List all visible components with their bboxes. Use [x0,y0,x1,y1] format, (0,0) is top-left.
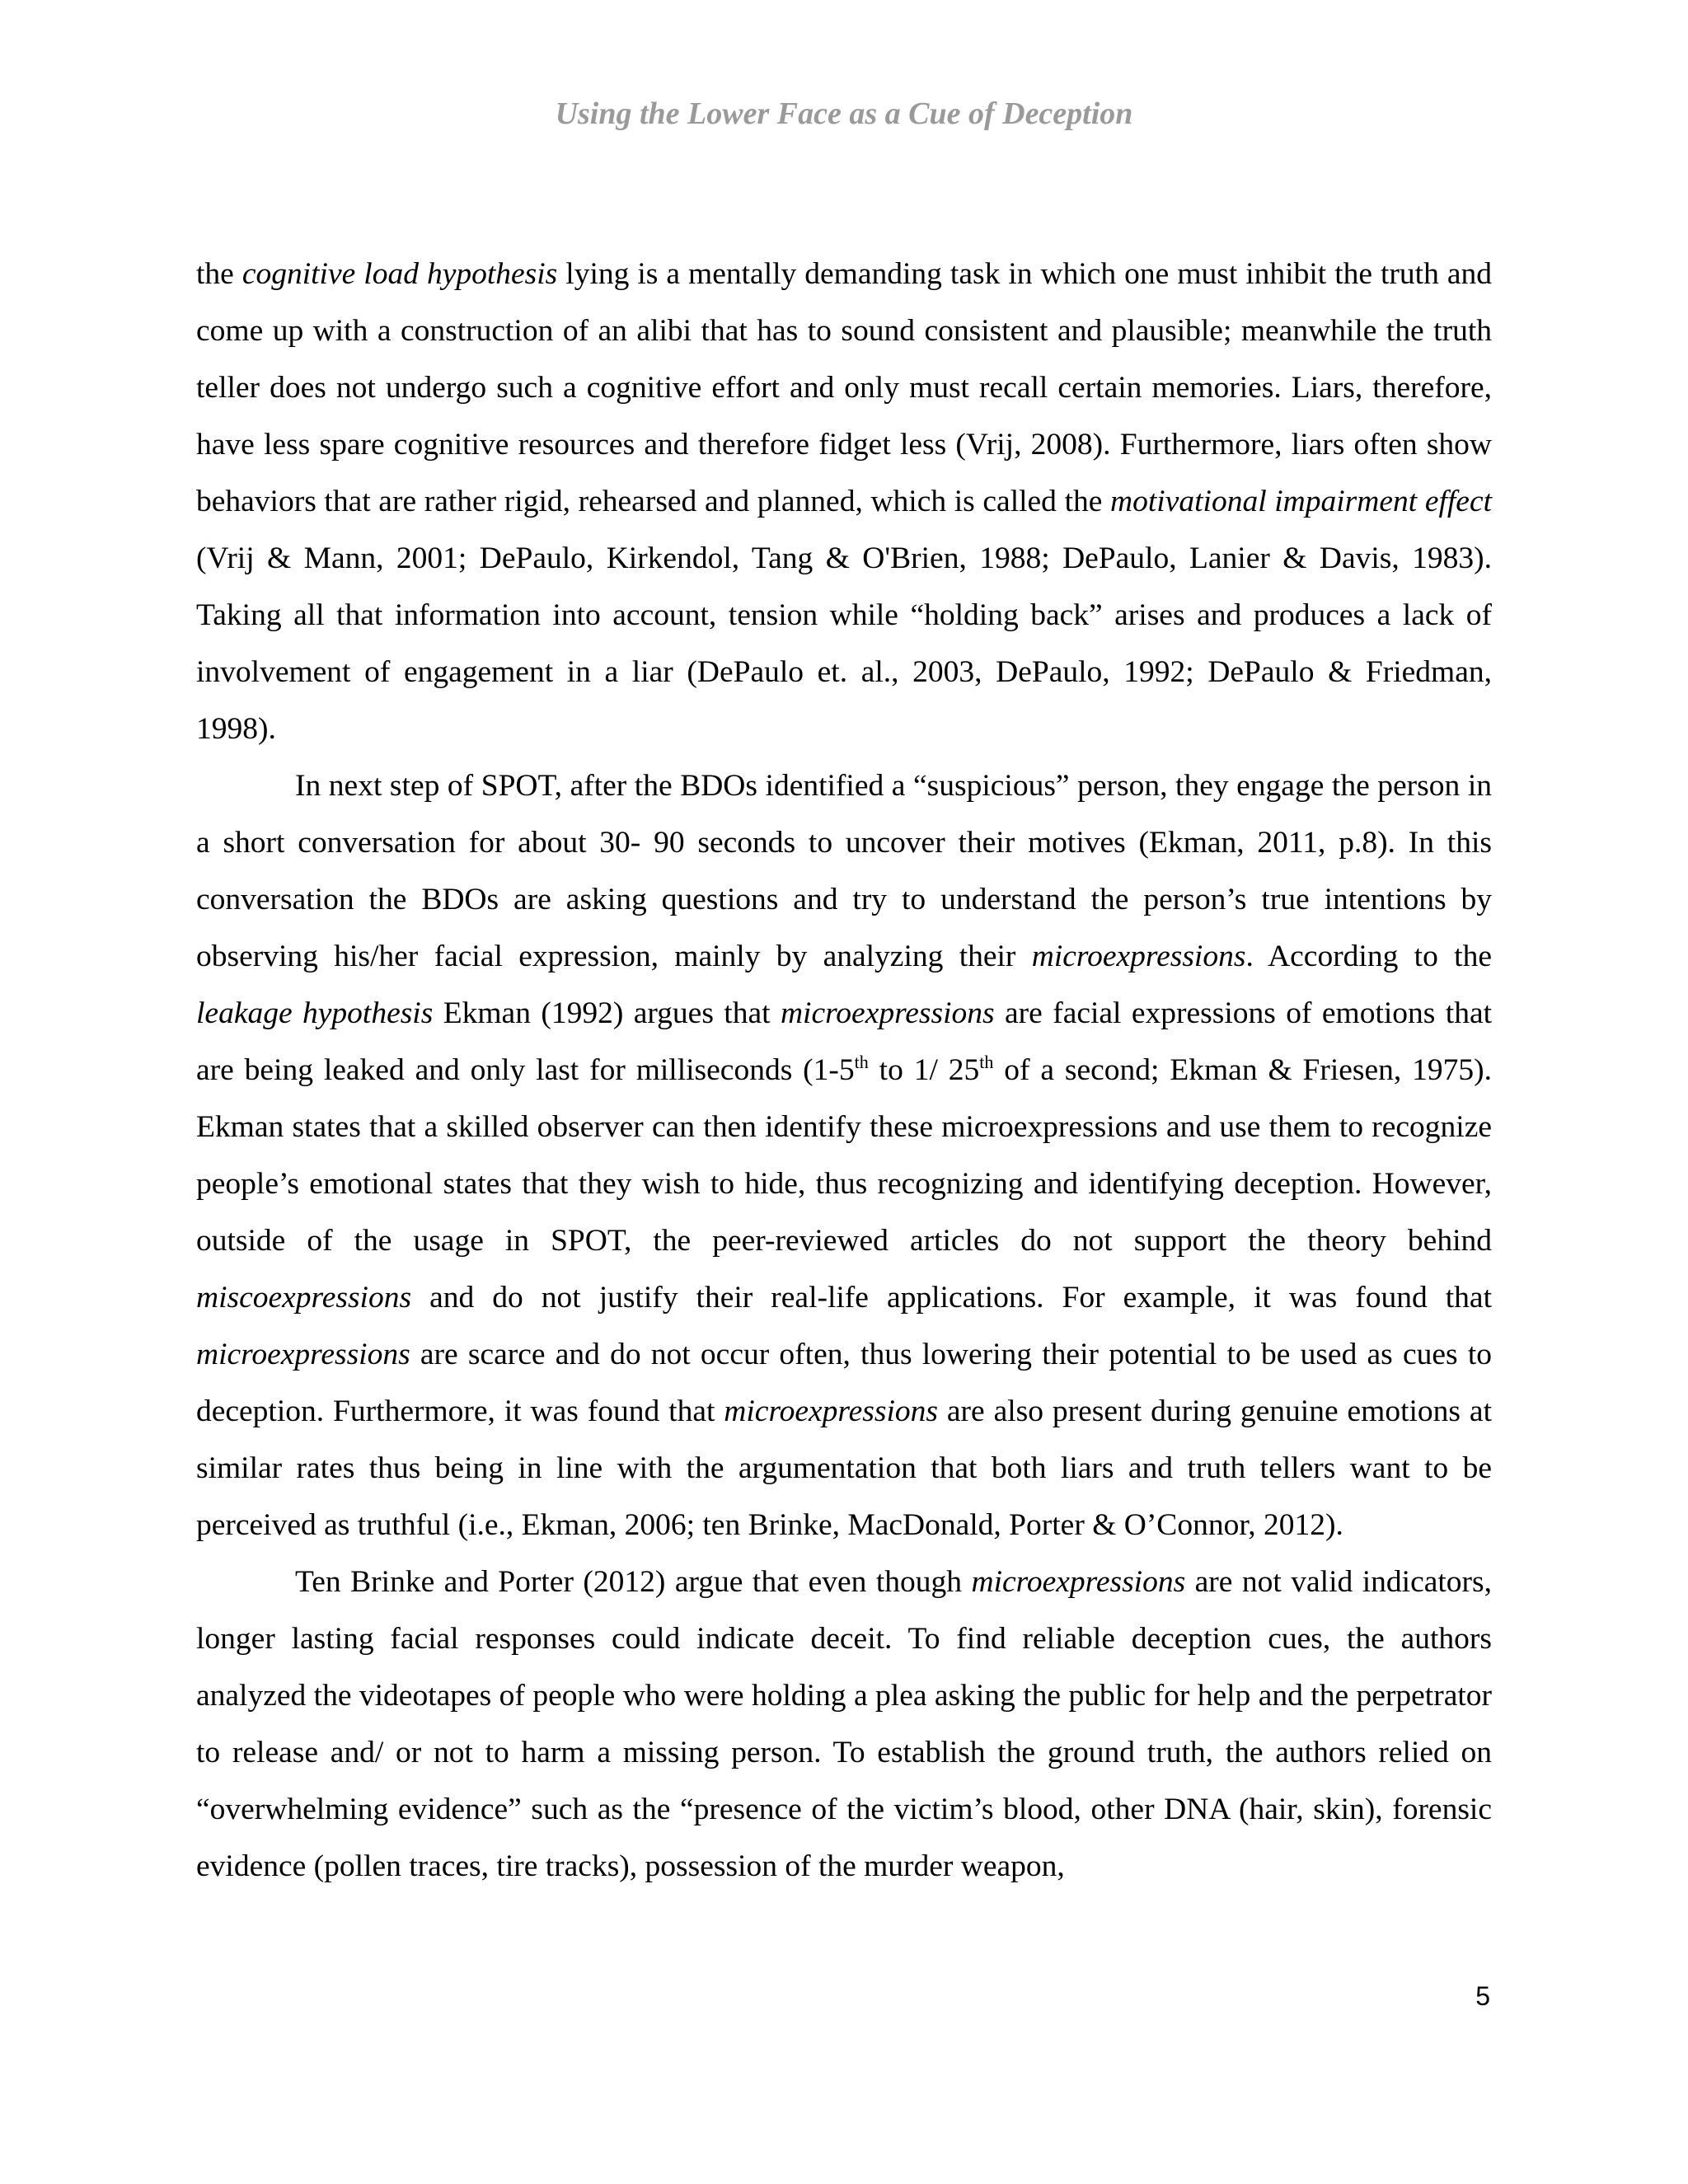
paragraph-2 [196,757,1492,1554]
text-run: Ekman (1992) argues that [433,996,781,1030]
text-run: In next step of SPOT, after the BDOs identified a “suspicious” person, they engage the person in a short conversation for about 30- 90 seconds to uncover their motives (Ekman, 2011, p.8). In this conversation the BDOs are asking questions and try to understand the person’s true intentions by observing his/her facial expression, mainly by analyzing their [196,769,1492,973]
paragraph-1 [196,246,1492,757]
text-run: the [196,257,242,291]
text-run: are not valid indicators, longer lasting facial responses could indicate deceit. To find reliable deception cues, the authors analyzed the videotapes of people who were holding a plea asking the public for help and the perpetrator to release and/ or not to harm a missing person. To establish the ground truth, the authors relied on “overwhelming evidence” such as the “presence of the victim’s blood, other DNA (hair, skin), forensic evidence (pollen traces, tire tracks), possession of the murder weapon, [196,1565,1492,1883]
superscript: th [979,1052,994,1072]
running-header: Using the Lower Face as a Cue of Deception [555,96,1133,131]
paragraph-3 [196,1554,1492,1895]
text-run: are also present during genuine emotions at similar rates thus being in line with the argumentation that both liars and truth tellers want to be perceived as truthful (i.e., Ekman, 2006; ten Brinke, MacDonald, Porter & O’Connor, 2012). [196,1394,1492,1542]
italic-term: miscoexpressions [196,1281,412,1315]
italic-term: microexpressions [780,996,995,1030]
text-run: . According to the [1245,940,1492,973]
text-run: to 1/ 25 [868,1053,980,1087]
superscript: th [854,1052,869,1072]
italic-term: microexpressions [971,1565,1186,1599]
text-run: are facial expressions of emotions that are being leaked and only last for milliseconds (1-5 [196,996,1493,1087]
body-text [196,246,1492,1895]
text-run: lying is a mentally demanding task in which one must inhibit the truth and come up with a construction of an alibi that has to sound consistent and plausible; meanwhile the truth teller does not undergo such a cognitive effort and only must recall certain memories. Liars, therefore, have less spare cognitive resources and therefore fidget less (Vrij, 2008). Furthermore, liars often show behaviors that are rather rigid, rehearsed and planned, which is called the [196,257,1492,518]
text-run: (Vrij & Mann, 2001; DePaulo, Kirkendol, Tang & O'Brien, 1988; DePaulo, Lanier & Davis, 1983). Taking all that information into account, tension while “holding back” arises and produces a lack of involvement of engagement in a liar (DePaulo et. al., 2003, DePaulo, 1992; DePaulo & Friedman, 1998). [196,541,1492,746]
text-run: are scarce and do not occur often, thus lowering their potential to be used as cues to deception. Furthermore, it was found that [196,1338,1492,1428]
italic-term: microexpressions [1031,940,1246,973]
italic-term: cognitive load hypothesis [241,257,558,291]
page-number: 5 [1475,1981,1490,2011]
italic-term: leakage hypothesis [196,996,434,1030]
italic-term: motivational impairment effect [1110,485,1493,518]
italic-term: microexpressions [196,1338,410,1371]
text-run: and do not justify their real-life applications. For example, it was found that [411,1281,1492,1315]
text-run: of a second; Ekman & Friesen, 1975). Ekman states that a skilled observer can then identify these microexpressions and use them to recognize people’s emotional states that they wish to hide, thus recognizing and identifying deception. However, outside of the usage in SPOT, the peer-reviewed articles do not support the theory behind [196,1053,1493,1258]
text-run: Ten Brinke and Porter (2012) argue that even though [295,1565,972,1599]
italic-term: microexpressions [724,1394,938,1428]
